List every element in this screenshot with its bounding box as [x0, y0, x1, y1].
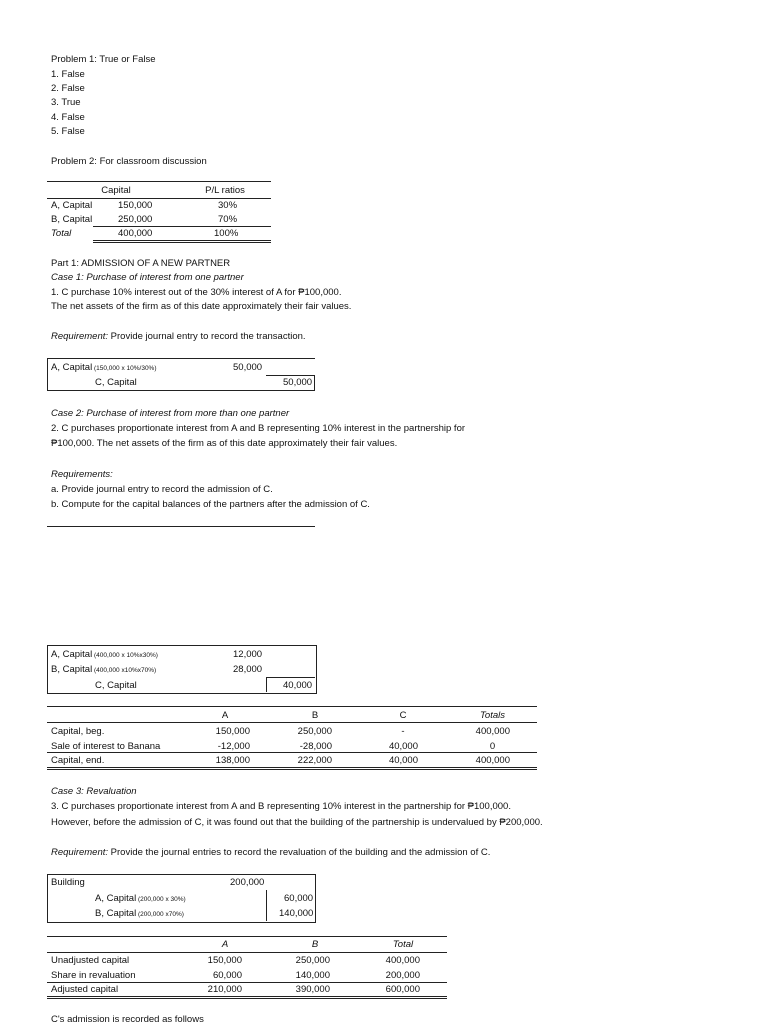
je-debit-b-note: (400,000 x10%x70%) [92, 667, 157, 674]
je-credit-b-amount: 140,000 [279, 908, 314, 919]
balances-header-totals: Totals [480, 710, 505, 721]
je-debit-a-amount: 12,000 [233, 649, 263, 660]
je-credit-amount: 50,000 [283, 377, 313, 388]
balances-double-rule-a [47, 767, 537, 768]
answer-1: 1. False [51, 69, 85, 80]
je-credit-amount: 40,000 [283, 680, 313, 691]
credit-box-top [266, 677, 315, 678]
case1-line1: 1. C purchase 10% interest out of the 30% interest of A for ₱100,000. [51, 287, 342, 298]
case2-line1: 2. C purchases proportionate interest from A and B representing 10% interest in the partnership for [51, 423, 466, 434]
answer-2: 2. False [51, 83, 85, 94]
adjusted-total-rule [47, 982, 447, 983]
table-header-rule [47, 198, 271, 199]
balances-row-label: Sale of interest to Banana [51, 741, 161, 752]
balances-cell: 400,000 [475, 755, 510, 766]
row-label-total: Total [51, 228, 72, 239]
answer-3: 3. True [51, 97, 81, 108]
adjusted-row-label: Adjusted capital [51, 984, 119, 995]
balances-top-rule [47, 706, 537, 707]
credit-column-rule [266, 890, 267, 921]
balances-cell: -28,000 [299, 741, 332, 752]
je-credit-a-label: A, Capital [95, 893, 137, 904]
row-label: A, Capital [51, 200, 93, 211]
adjusted-cell: 390,000 [295, 984, 330, 995]
adjusted-cell: 250,000 [295, 955, 330, 966]
divider-line [47, 526, 315, 527]
case1-line2: The net assets of the firm as of this date approximately their fair values. [51, 301, 352, 312]
requirement-label: Requirement: [51, 847, 109, 858]
part1-title: Part 1: ADMISSION OF A NEW PARTNER [51, 258, 231, 269]
balances-cell: 150,000 [215, 726, 250, 737]
je-credit-a-amount: 60,000 [284, 893, 314, 904]
answer-4: 4. False [51, 112, 85, 123]
case3-requirement [51, 847, 490, 859]
adjusted-cell: 600,000 [385, 984, 420, 995]
je-credit-b-label: B, Capital [95, 908, 137, 919]
adjusted-header-a: A [221, 939, 229, 950]
je-credit-a-line [95, 893, 186, 906]
balances-row-label: Capital, end. [51, 755, 105, 766]
adjusted-header-b: B [311, 939, 319, 950]
case3-title: Case 3: Revaluation [51, 786, 137, 797]
balances-cell: 250,000 [297, 726, 332, 737]
je-debit-b-label: B, Capital [51, 664, 93, 675]
answer-5: 5. False [51, 126, 85, 137]
cell-capital: 150,000 [118, 200, 153, 211]
case2-req-b: b. Compute for the capital balances of the partners after the admission of C. [51, 499, 370, 510]
adjusted-double-rule-b [47, 998, 447, 999]
table-top-rule [47, 181, 271, 182]
double-rule-b [93, 242, 271, 243]
case1-title: Case 1: Purchase of interest from one partner [51, 272, 244, 283]
je-debit-line [51, 362, 157, 375]
balances-header-a: A [221, 710, 229, 721]
case3-line1: 3. C purchases proportionate interest from A and B representing 10% interest in the partnership for ₱100,000. [51, 801, 511, 812]
col-header-pl-ratios: P/L ratios [205, 185, 245, 196]
je-credit-b-note: (200,000 x70%) [136, 911, 184, 918]
balances-header-b: B [311, 710, 319, 721]
adjusted-row-label: Share in revaluation [51, 970, 136, 981]
requirement-text: Provide the journal entries to record the revaluation of the building and the admission of C. [108, 847, 491, 858]
je-debit-note: (150,000 x 10%/30%) [92, 365, 157, 372]
je-credit-a-note: (200,000 x 30%) [136, 896, 186, 903]
balances-cell: 0 [489, 741, 496, 752]
cell-capital-total: 400,000 [118, 228, 153, 239]
je-debit-b-amount: 28,000 [233, 664, 263, 675]
adjusted-double-rule-a [47, 996, 447, 997]
case1-requirement [51, 331, 306, 343]
credit-column-rule [266, 677, 267, 692]
balances-cell: 400,000 [475, 726, 510, 737]
je-debit-amount: 200,000 [230, 877, 265, 888]
adjusted-cell: 150,000 [207, 955, 242, 966]
credit-column-rule [314, 375, 315, 390]
adjusted-header-total: Total [392, 939, 414, 950]
je-debit-a-label: A, Capital [51, 649, 93, 660]
cell-ratio-total: 100% [214, 228, 239, 239]
je-debit-label: A, Capital [51, 362, 93, 373]
je-credit-label: C, Capital [95, 377, 137, 388]
balances-total-rule [47, 752, 537, 753]
balances-header-c: C [399, 710, 407, 721]
je-debit-amount: 50,000 [233, 362, 263, 373]
balances-header-rule [47, 722, 537, 723]
balances-cell: 138,000 [215, 755, 250, 766]
balances-double-rule-b [47, 769, 537, 770]
adjusted-cell: 60,000 [212, 970, 242, 981]
case2-title: Case 2: Purchase of interest from more than one partner [51, 408, 290, 419]
credit-box-top [266, 375, 314, 376]
problem2-title: Problem 2: For classroom discussion [51, 156, 207, 167]
double-rule-a [93, 240, 271, 241]
col-header-capital: Capital [101, 185, 131, 196]
case2-requirements-label: Requirements: [51, 469, 113, 480]
adjusted-cell: 200,000 [385, 970, 420, 981]
requirement-text: Provide journal entry to record the transaction. [108, 331, 306, 342]
balances-cell: - [401, 726, 405, 737]
balances-cell: 40,000 [388, 741, 418, 752]
balances-cell: 222,000 [297, 755, 332, 766]
balances-cell: 40,000 [388, 755, 418, 766]
adjusted-cell: 400,000 [385, 955, 420, 966]
case3-line2: However, before the admission of C, it was found out that the building of the partnership is undervalued by ₱200,000. [51, 817, 543, 828]
case2-req-a: a. Provide journal entry to record the admission of C. [51, 484, 273, 495]
problem1-title: Problem 1: True or False [51, 54, 156, 65]
case2-line2: ₱100,000. The net assets of the firm as of this date approximately their fair values. [51, 438, 398, 449]
adjusted-cell: 140,000 [295, 970, 330, 981]
je-credit-label: C, Capital [95, 680, 137, 691]
requirement-label: Requirement: [51, 331, 109, 342]
adjusted-row-label: Unadjusted capital [51, 955, 130, 966]
cell-ratio: 30% [218, 200, 238, 211]
adjusted-cell: 210,000 [207, 984, 242, 995]
row-label: B, Capital [51, 214, 93, 225]
cell-ratio: 70% [218, 214, 238, 225]
je-debit-a-note: (400,000 x 10%x30%) [92, 652, 158, 659]
balances-row-label: Capital, beg. [51, 726, 105, 737]
je-debit-b-line [51, 664, 156, 677]
case3-closing-text: C's admission is recorded as follows [51, 1014, 204, 1025]
je-debit-building: Building [51, 877, 85, 888]
adjusted-top-rule [47, 936, 447, 937]
balances-cell: -12,000 [217, 741, 250, 752]
je-debit-a-line [51, 649, 158, 662]
je-credit-b-line [95, 908, 184, 921]
adjusted-header-rule [47, 952, 447, 953]
cell-capital: 250,000 [118, 214, 153, 225]
total-rule [93, 226, 271, 227]
